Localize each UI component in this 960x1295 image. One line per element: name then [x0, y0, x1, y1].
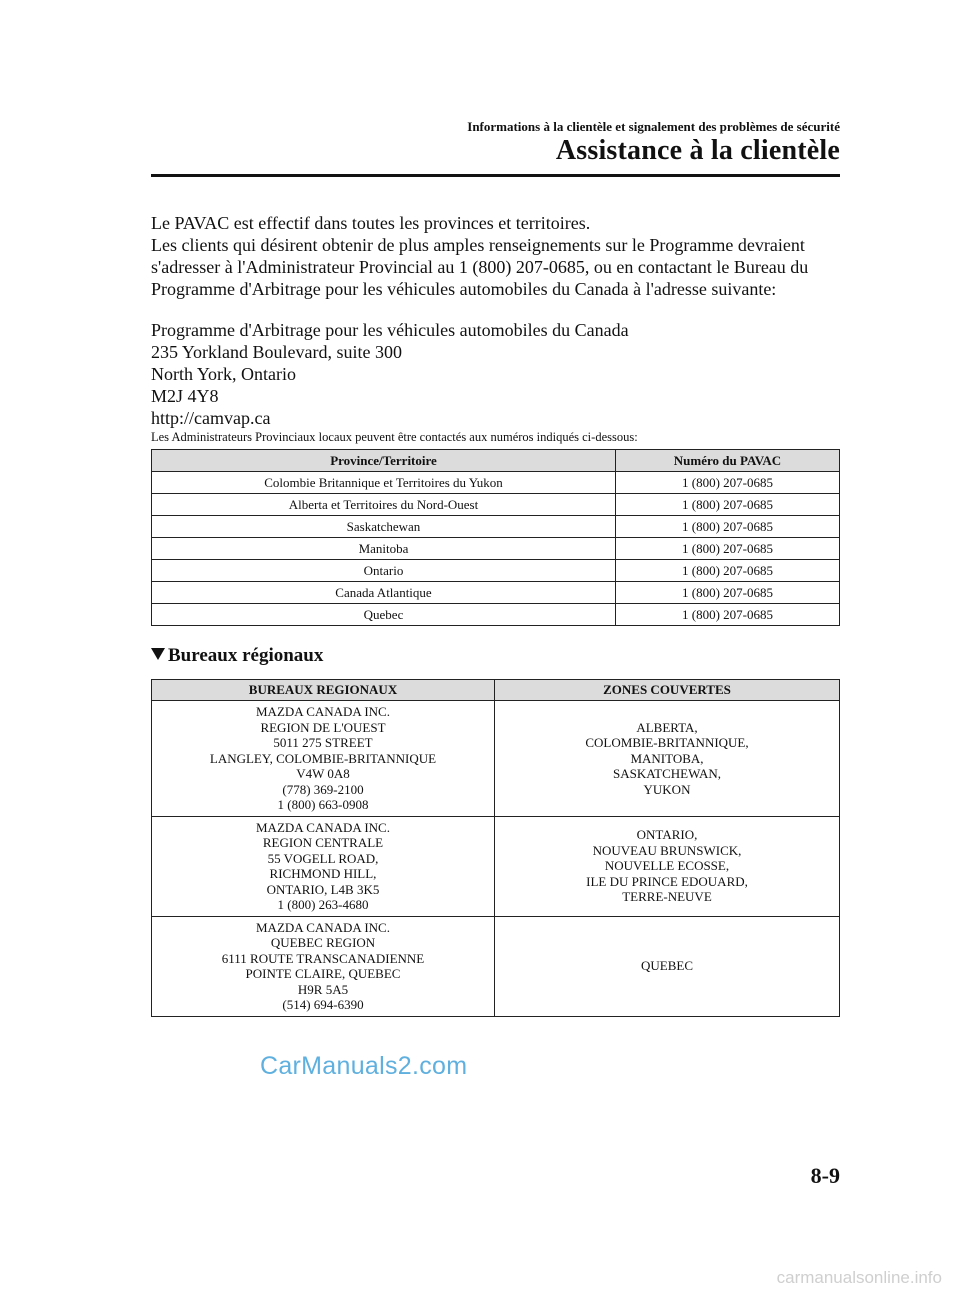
address-block — [151, 319, 851, 429]
zone-line: QUEBEC — [641, 958, 693, 974]
office-line: LANGLEY, COLOMBIE-BRITANNIQUE — [209, 750, 437, 766]
table-row — [152, 816, 840, 916]
office-line: 1 (800) 663-0908 — [277, 797, 369, 812]
office-cell — [152, 916, 495, 1016]
zone-line: SASKATCHEWAN, — [613, 766, 721, 781]
office-line: RICHMOND HILL, — [269, 866, 377, 881]
zone-line: ALBERTA, — [636, 719, 698, 735]
zone-line: ONTARIO, — [636, 827, 698, 843]
zone-line: MANITOBA, — [630, 750, 704, 766]
office-line: (514) 694-6390 — [282, 997, 364, 1012]
table-row — [152, 538, 840, 560]
column-header: BUREAUX REGIONAUX — [152, 680, 495, 701]
watermark-logo: CarManuals2.com — [260, 1052, 468, 1080]
table-row — [152, 582, 840, 604]
table-row — [152, 560, 840, 582]
zone-line: ILE DU PRINCE EDOUARD, — [586, 873, 748, 889]
address-line: M2J 4Y8 — [151, 386, 219, 406]
phone-cell: 1 (800) 207-0685 — [616, 472, 840, 494]
page-title: Assistance à la clientèle — [555, 135, 840, 166]
body-text — [151, 212, 851, 445]
table-row — [152, 604, 840, 626]
section-heading — [151, 645, 323, 667]
footer-watermark: carmanualsonline.info — [776, 1268, 942, 1287]
table-row — [152, 494, 840, 516]
address-line: Programme d'Arbitrage pour les véhicules automobiles du Canada — [151, 320, 629, 340]
province-cell: Quebec — [152, 604, 616, 626]
phone-cell: 1 (800) 207-0685 — [616, 604, 840, 626]
province-cell: Canada Atlantique — [152, 582, 616, 604]
phone-cell: 1 (800) 207-0685 — [616, 494, 840, 516]
info-line: s'adresser à l'Administrateur Provincial au 1 (800) 207-0685, ou en contactant le Bureau du — [151, 257, 809, 277]
office-line: 1 (800) 263-4680 — [277, 897, 369, 912]
page-number: 8-9 — [810, 1163, 840, 1188]
header-divider — [151, 174, 840, 177]
province-cell: Manitoba — [152, 538, 616, 560]
table-header-row — [152, 680, 840, 701]
office-line: REGION CENTRALE — [262, 835, 384, 850]
zone-line: COLOMBIE-BRITANNIQUE, — [585, 735, 749, 750]
zone-line: NOUVELLE ECOSSE, — [604, 858, 730, 874]
info-line: Les clients qui désirent obtenir de plus amples renseignements sur le Programme devraient — [151, 235, 805, 255]
office-line: H9R 5A5 — [297, 981, 349, 997]
office-line: REGION DE L'OUEST — [260, 719, 386, 735]
phone-cell: 1 (800) 207-0685 — [616, 582, 840, 604]
table-row — [152, 516, 840, 538]
table-row — [152, 916, 840, 1016]
address-line: North York, Ontario — [151, 364, 297, 384]
province-cell: Colombie Britannique et Territoires du Yukon — [152, 472, 616, 494]
regional-offices-table — [151, 679, 840, 1017]
address-line: 235 Yorkland Boulevard, suite 300 — [151, 342, 402, 362]
phone-cell: 1 (800) 207-0685 — [616, 516, 840, 538]
column-header: Numéro du PAVAC — [616, 450, 840, 472]
office-line: 55 VOGELL ROAD, — [267, 850, 379, 866]
office-line: 6111 ROUTE TRANSCANADIENNE — [221, 950, 425, 966]
office-line: MAZDA CANADA INC. — [256, 919, 390, 935]
zone-line: TERRE-NEUVE — [622, 889, 712, 905]
province-cell: Saskatchewan — [152, 516, 616, 538]
info-paragraph — [151, 234, 851, 300]
office-cell — [152, 816, 495, 916]
header-subtitle: Informations à la clientèle et signalement des problèmes de sécurité — [467, 119, 840, 134]
contact-note: Les Administrateurs Provinciaux locaux peuvent être contactés aux numéros indiqués ci-dessous: — [151, 430, 638, 444]
column-header: Province/Territoire — [152, 450, 616, 472]
triangle-down-icon — [151, 648, 165, 660]
office-line: QUEBEC REGION — [270, 935, 376, 950]
zones-cell — [495, 816, 840, 916]
office-line: MAZDA CANADA INC. — [256, 819, 390, 835]
office-cell — [152, 701, 495, 817]
section-heading-text: Bureaux régionaux — [168, 645, 324, 666]
zone-line: YUKON — [643, 781, 691, 797]
table-row — [152, 701, 840, 817]
table-header-row — [152, 450, 840, 472]
phone-cell: 1 (800) 207-0685 — [616, 538, 840, 560]
column-header: ZONES COUVERTES — [495, 680, 840, 701]
intro-paragraph: Le PAVAC est effectif dans toutes les provinces et territoires. — [151, 213, 591, 233]
office-line: (778) 369-2100 — [282, 781, 364, 797]
office-line: POINTE CLAIRE, QUEBEC — [245, 966, 401, 981]
website-link[interactable]: http://camvap.ca — [151, 408, 271, 428]
province-cell: Ontario — [152, 560, 616, 582]
office-line: V4W 0A8 — [296, 766, 350, 781]
province-cell: Alberta et Territoires du Nord-Ouest — [152, 494, 616, 516]
table-row — [152, 472, 840, 494]
office-line: 5011 275 STREET — [273, 735, 373, 750]
zones-cell — [495, 916, 840, 1016]
office-line: ONTARIO, L4B 3K5 — [266, 881, 380, 897]
zones-cell — [495, 701, 840, 817]
phone-cell: 1 (800) 207-0685 — [616, 560, 840, 582]
province-table — [151, 449, 840, 626]
info-line: Programme d'Arbitrage pour les véhicules automobiles du Canada à l'adresse suivante: — [151, 279, 777, 299]
office-line: MAZDA CANADA INC. — [256, 704, 390, 719]
zone-line: NOUVEAU BRUNSWICK, — [592, 842, 742, 858]
